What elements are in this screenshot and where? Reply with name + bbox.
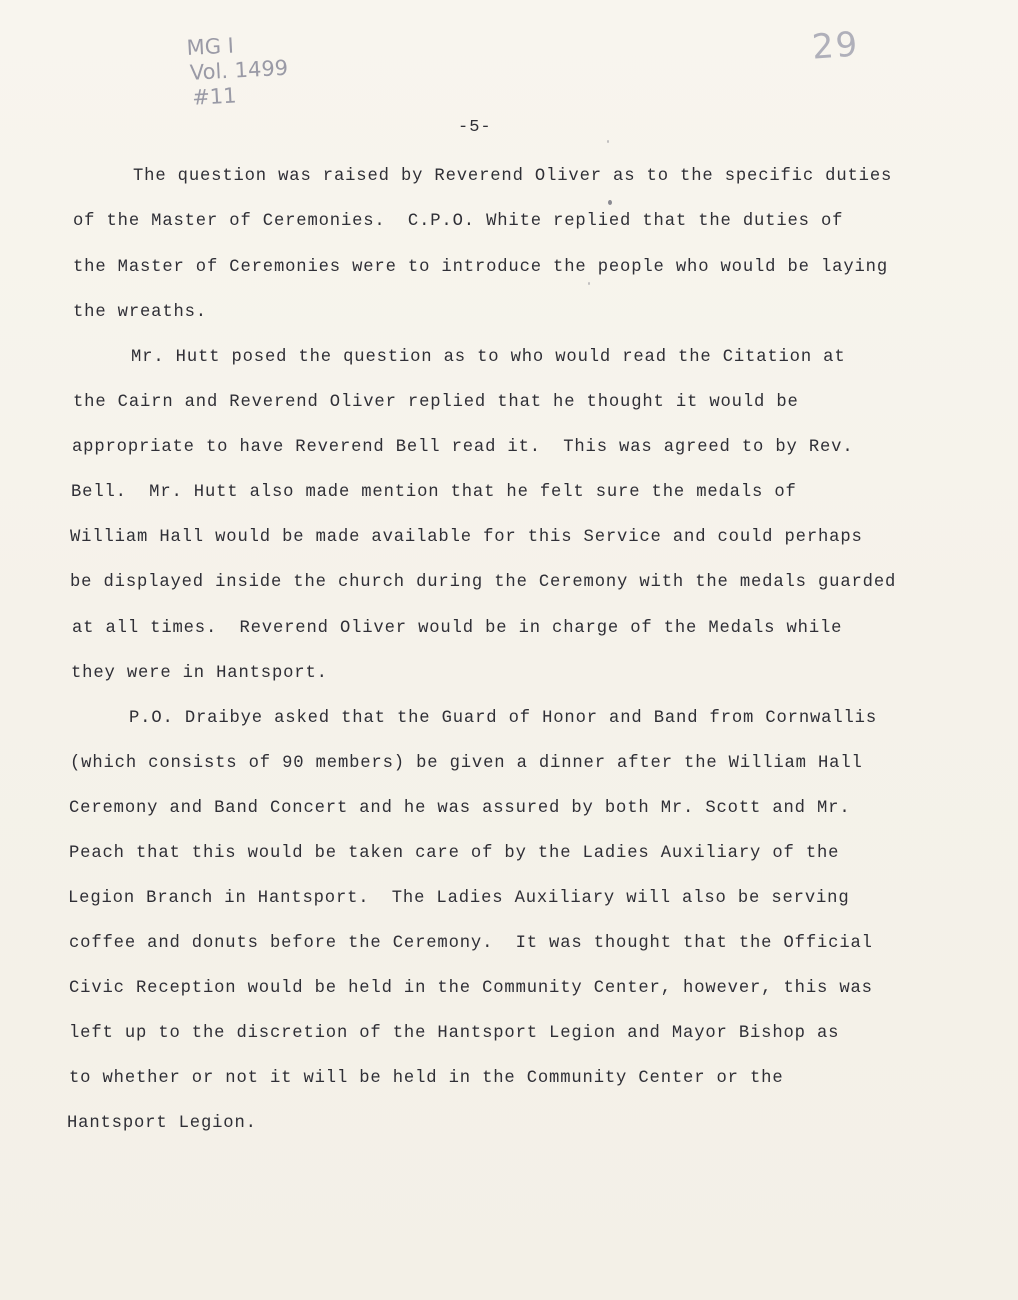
text-line: the wreaths. — [73, 303, 207, 322]
archive-reference-handwriting — [186, 31, 290, 111]
paper-speck — [608, 200, 612, 205]
text-line: (which consists of 90 members) be given a dinner after the William Hall — [70, 754, 863, 773]
text-line: left up to the discretion of the Hantsport Legion and Mayor Bishop as — [69, 1024, 840, 1043]
text-line: Ceremony and Band Concert and he was assured by both Mr. Scott and Mr. — [69, 799, 851, 818]
page-number: -5- — [458, 118, 492, 137]
text-line: they were in Hantsport. — [71, 664, 328, 683]
text-line: the Master of Ceremonies were to introduce the people who would be laying — [73, 258, 888, 277]
paper-speck — [607, 140, 609, 143]
text-line: be displayed inside the church during the Ceremony with the medals guarded — [70, 573, 897, 592]
text-line: Legion Branch in Hantsport. The Ladies Auxiliary will also be serving — [68, 889, 850, 908]
text-line: The question was raised by Reverend Oliver as to the specific duties — [133, 167, 893, 186]
archive-ref-line: MG I — [186, 33, 235, 60]
archive-ref-line: #11 — [191, 83, 238, 110]
text-line: coffee and donuts before the Ceremony. It was thought that the Official — [69, 934, 873, 953]
text-line: Civic Reception would be held in the Community Center, however, this was — [69, 979, 873, 998]
text-line: Peach that this would be taken care of by the Ladies Auxiliary of the — [69, 844, 840, 863]
text-line: at all times. Reverend Oliver would be in charge of the Medals while — [72, 619, 843, 638]
paper-speck — [588, 282, 590, 285]
text-line: William Hall would be made available for this Service and could perhaps — [70, 528, 863, 547]
text-line: of the Master of Ceremonies. C.P.O. White replied that the duties of — [73, 212, 844, 231]
text-line: Mr. Hutt posed the question as to who would read the Citation at — [131, 348, 846, 367]
text-line: Bell. Mr. Hutt also made mention that he felt sure the medals of — [71, 483, 797, 502]
text-line: Hantsport Legion. — [67, 1114, 257, 1133]
text-line: P.O. Draibye asked that the Guard of Honor and Band from Cornwallis — [129, 709, 877, 728]
text-line: the Cairn and Reverend Oliver replied that he thought it would be — [73, 393, 799, 412]
text-line: appropriate to have Reverend Bell read it. This was agreed to by Rev. — [72, 438, 854, 457]
folio-number-handwriting: 29 — [810, 24, 861, 68]
archive-ref-line: Vol. 1499 — [189, 55, 289, 85]
text-line: to whether or not it will be held in the Community Center or the — [69, 1069, 784, 1088]
